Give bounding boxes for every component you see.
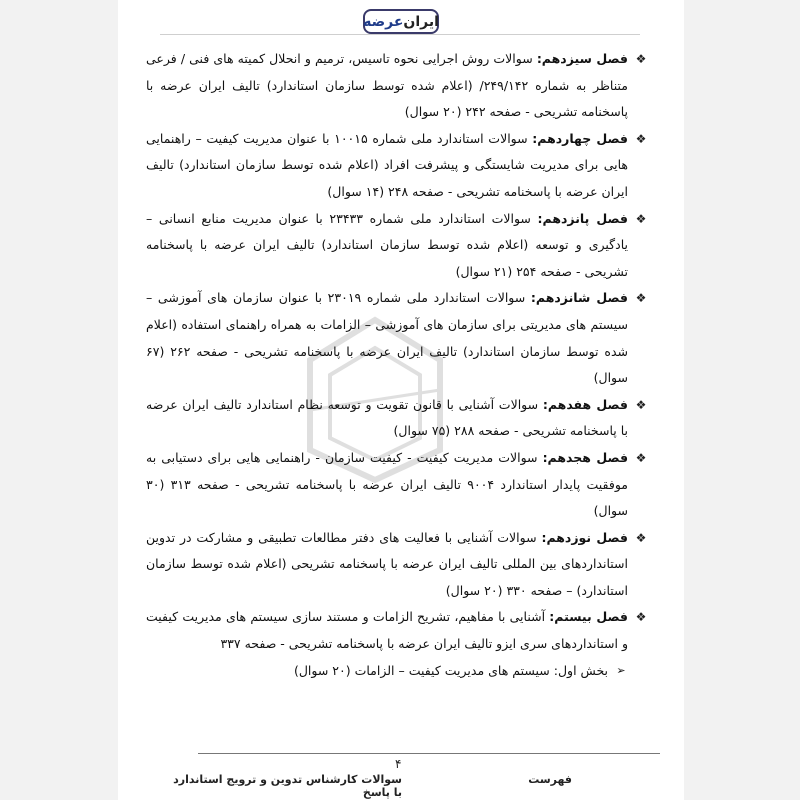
arrowhead-bullet-icon: ➢ bbox=[616, 663, 626, 677]
toc-item-text: آشنایی با مفاهیم، تشریح الزامات و مستند سازی سیستم های مدیریت کیفیت و استانداردهای سری ایزو تالیف ایران عرضه با پاسخنامه تشریحی - صفحه ۳۳۷ bbox=[146, 609, 628, 652]
diamond-bullet-icon: ❖ bbox=[635, 450, 647, 465]
toc-item-title: فصل شانزدهم: bbox=[530, 290, 628, 306]
diamond-bullet-icon: ❖ bbox=[635, 610, 647, 625]
toc-subitem bbox=[146, 658, 650, 685]
toc-item-title: فصل چهاردهم: bbox=[532, 130, 628, 146]
toc-item-text: سوالات استاندارد ملی شماره ۱۰۰۱۵ با عنوان مدیریت کیفیت – راهنمایی هایی برای مدیریت شایستگی و پیشرفت افراد (اعلام شده توسط سازمان استاندارد) تالیف ایران عرضه با پاسخنامه تشریحی - صفحه ۲۴۸ (۱۴ سوال) bbox=[146, 130, 628, 199]
toc-item-title: فصل پانزدهم: bbox=[537, 210, 628, 226]
header-divider bbox=[160, 34, 640, 35]
toc-item-title: فصل هفدهم: bbox=[542, 396, 628, 412]
toc-item-title: فصل سیزدهم: bbox=[536, 51, 628, 66]
toc-item-text: سوالات استاندارد ملی شماره ۲۳۰۱۹ با عنوان سازمان های آموزشی – سیستم های مدیریتی برای سازمان های آموزشی – الزامات به همراه راهنمای استفاده (اعلام شده توسط سازمان استاندارد) تالیف ایران عرضه با پاسخنامه تشریحی - صفحه ۲۶۲ (۶۷ سوال) bbox=[146, 290, 628, 386]
toc-item bbox=[146, 46, 650, 126]
toc-item bbox=[146, 206, 650, 286]
toc-item-text: سوالات آشنایی با فعالیت های دفتر مطالعات تطبیقی و مشارکت در تدوین استانداردهای بین المللی تالیف ایران عرضه با پاسخنامه تشریحی (اعلام شده توسط سازمان استاندارد) – صفحه ۳۳۰ (۲۰ سوال) bbox=[146, 529, 628, 598]
logo-text-part1: ایران bbox=[403, 13, 439, 30]
toc-item-text: سوالات مدیریت کیفیت - کیفیت سازمان - راهنمایی هایی برای دستیابی به موفقیت پایدار استاندارد ۹۰۰۴ تالیف ایران عرضه با پاسخنامه تشریحی - صفحه ۳۱۳ (۳۰ سوال) bbox=[146, 449, 628, 519]
diamond-bullet-icon: ❖ bbox=[635, 397, 647, 412]
toc-content bbox=[146, 46, 650, 684]
diamond-bullet-icon: ❖ bbox=[635, 291, 647, 306]
logo-text-part2: عرضه bbox=[363, 13, 404, 30]
footer-book-title: سوالات کارشناس تدوین و ترویج استاندارد با پاسخ bbox=[173, 773, 402, 799]
diamond-bullet-icon: ❖ bbox=[635, 131, 647, 146]
toc-item-title: فصل هجدهم: bbox=[542, 449, 629, 465]
toc-item bbox=[146, 126, 650, 206]
footer-section-label: فهرست bbox=[528, 773, 572, 786]
toc-item-text: سوالات روش اجرایی نحوه تاسیس، ترمیم و انحلال کمیته های فنی / فرعی متناظر به شماره ۲۴۹/۱۴۲/ (اعلام شده توسط سازمان استاندارد) تالیف ایران عرضه با پاسخنامه تشریحی - صفحه ۲۴۲ (۲۰ سوال) bbox=[146, 51, 628, 120]
brand-logo bbox=[363, 9, 439, 34]
toc-item-text: سوالات استاندارد ملی شماره ۲۳۴۳۳ با عنوان مدیریت منابع انسانی – یادگیری و توسعه (اعلام شده توسط سازمان استاندارد) تالیف ایران عرضه با پاسخنامه تشریحی - صفحه ۲۵۴ (۲۱ سوال) bbox=[146, 210, 628, 279]
diamond-bullet-icon: ❖ bbox=[635, 52, 647, 66]
footer-divider bbox=[198, 753, 660, 754]
toc-item bbox=[146, 285, 650, 391]
toc-subitem-text: بخش اول: سیستم های مدیریت کیفیت – الزامات (۲۰ سوال) bbox=[293, 662, 608, 678]
toc-item-title: فصل نوزدهم: bbox=[541, 529, 628, 545]
toc-item bbox=[146, 392, 650, 445]
diamond-bullet-icon: ❖ bbox=[635, 530, 647, 545]
toc-item-text: سوالات آشنایی با قانون تقویت و توسعه نظام استاندارد تالیف ایران عرضه با پاسخنامه تشریحی - صفحه ۲۸۸ (۷۵ سوال) bbox=[146, 396, 628, 439]
diamond-bullet-icon: ❖ bbox=[635, 211, 647, 226]
page-number: ۴ bbox=[395, 757, 402, 771]
toc-item-title: فصل بیستم: bbox=[549, 609, 628, 625]
toc-item bbox=[146, 445, 650, 525]
toc-item bbox=[146, 604, 650, 657]
toc-item bbox=[146, 525, 650, 605]
